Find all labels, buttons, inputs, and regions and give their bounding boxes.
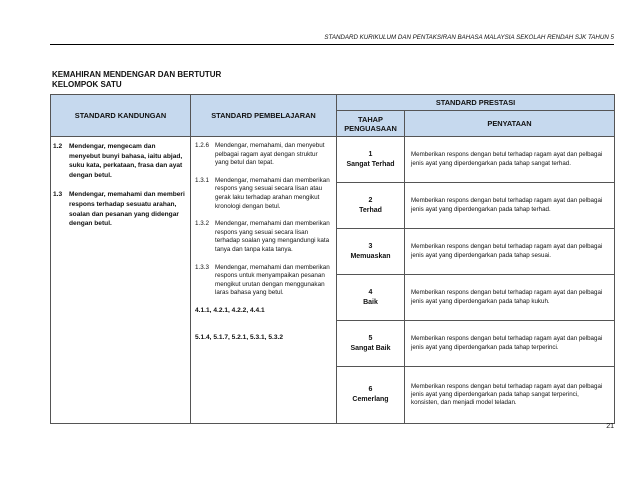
kandungan-cell: [51, 137, 191, 424]
pembelajaran-cell: [191, 137, 337, 424]
tahap-level-2: 2 Terhad: [337, 183, 405, 229]
header-rule: [50, 44, 614, 45]
pembelajaran-item: 1.3.2 Mendengar, memahami dan memberikan respons yang sesuai secara lisan terhadap soalan yang mengandungi kata tanya dan tanpa kata tanya.: [195, 220, 330, 253]
section-title-line2: KELOMPOK SATU: [52, 80, 122, 89]
header-standard-prestasi: STANDARD PRESTASI: [337, 95, 615, 111]
tahap-level-3: 3 Memuaskan: [337, 229, 405, 275]
penyataan-level-3: Memberikan respons dengan betul terhadap ragam ayat dan pelbagai jenis ayat yang diperdengarkan pada tahap sesuai.: [405, 229, 615, 275]
pembelajaran-item: 1.3.1 Mendengar, memahami dan memberikan respons yang sesuai secara lisan atau gerak laku terhadap arahan mengikut kronologi dengan betul.: [195, 176, 330, 210]
penyataan-level-1: Memberikan respons dengan betul terhadap ragam ayat dan pelbagai jenis ayat yang diperdengarkan pada tahap sangat terhad.: [405, 137, 615, 183]
tahap-level-4: 4 Baik: [337, 275, 405, 321]
kandungan-item: 1.3 Mendengar, memahami dan memberi respons terhadap sesuatu arahan, soalan dan pesanan yang didengar dengan betul.: [53, 191, 185, 228]
standards-table: [50, 94, 615, 424]
header-tahap-penguasaan: TAHAP PENGUASAAN: [337, 111, 405, 137]
penyataan-level-2: Memberikan respons dengan betul terhadap ragam ayat dan pelbagai jenis ayat yang diperdengarkan pada tahap terhad.: [405, 183, 615, 229]
tahap-level-1: 1 Sangat Terhad: [337, 137, 405, 183]
pembelajaran-item: 1.2.6 Mendengar, memahami, dan menyebut pelbagai ragam ayat dengan struktur yang betul dan tepat.: [195, 142, 325, 167]
header-standard-pembelajaran: STANDARD PEMBELAJARAN: [191, 95, 337, 137]
penyataan-level-4: Memberikan respons dengan betul terhadap ragam ayat dan pelbagai jenis ayat yang diperdengarkan pada tahap kukuh.: [405, 275, 615, 321]
pembelajaran-item: 1.3.3 Mendengar, memahami dan memberikan respons untuk menyampaikan pesanan mengikut urutan dengan menggunakan laras bahasa yang betul.: [195, 263, 330, 297]
penyataan-level-6: Memberikan respons dengan betul terhadap ragam ayat dan pelbagai jenis ayat yang diperdengarkan pada tahap sangat terperinci, konsisten, dan menjadi model teladan.: [405, 367, 615, 424]
code-line: 5.1.4, 5.1.7, 5.2.1, 5.3.1, 5.3.2: [195, 333, 283, 341]
page-number: 21: [606, 423, 614, 430]
code-line: 4.1.1, 4.2.1, 4.2.2, 4.4.1: [195, 306, 265, 314]
penyataan-level-5: Memberikan respons dengan betul terhadap ragam ayat dan pelbagai jenis ayat yang diperdengarkan pada tahap terperinci.: [405, 321, 615, 367]
section-title: [52, 70, 221, 90]
running-header: STANDARD KURIKULUM DAN PENTAKSIRAN BAHASA MALAYSIA SEKOLAH RENDAH SJK TAHUN 5: [324, 34, 614, 41]
header-penyataan: PENYATAAN: [405, 111, 615, 137]
tahap-level-5: 5 Sangat Baik: [337, 321, 405, 367]
standard-codes: [195, 307, 332, 342]
header-standard-kandungan: STANDARD KANDUNGAN: [51, 95, 191, 137]
section-title-line1: KEMAHIRAN MENDENGAR DAN BERTUTUR: [52, 70, 222, 79]
kandungan-item: 1.2 Mendengar, mengecam dan menyebut bunyi bahasa, iaitu abjad, suku kata, perkataan, frasa dan ayat dengan betul.: [53, 143, 183, 179]
tahap-level-6: 6 Cemerlang: [337, 367, 405, 424]
